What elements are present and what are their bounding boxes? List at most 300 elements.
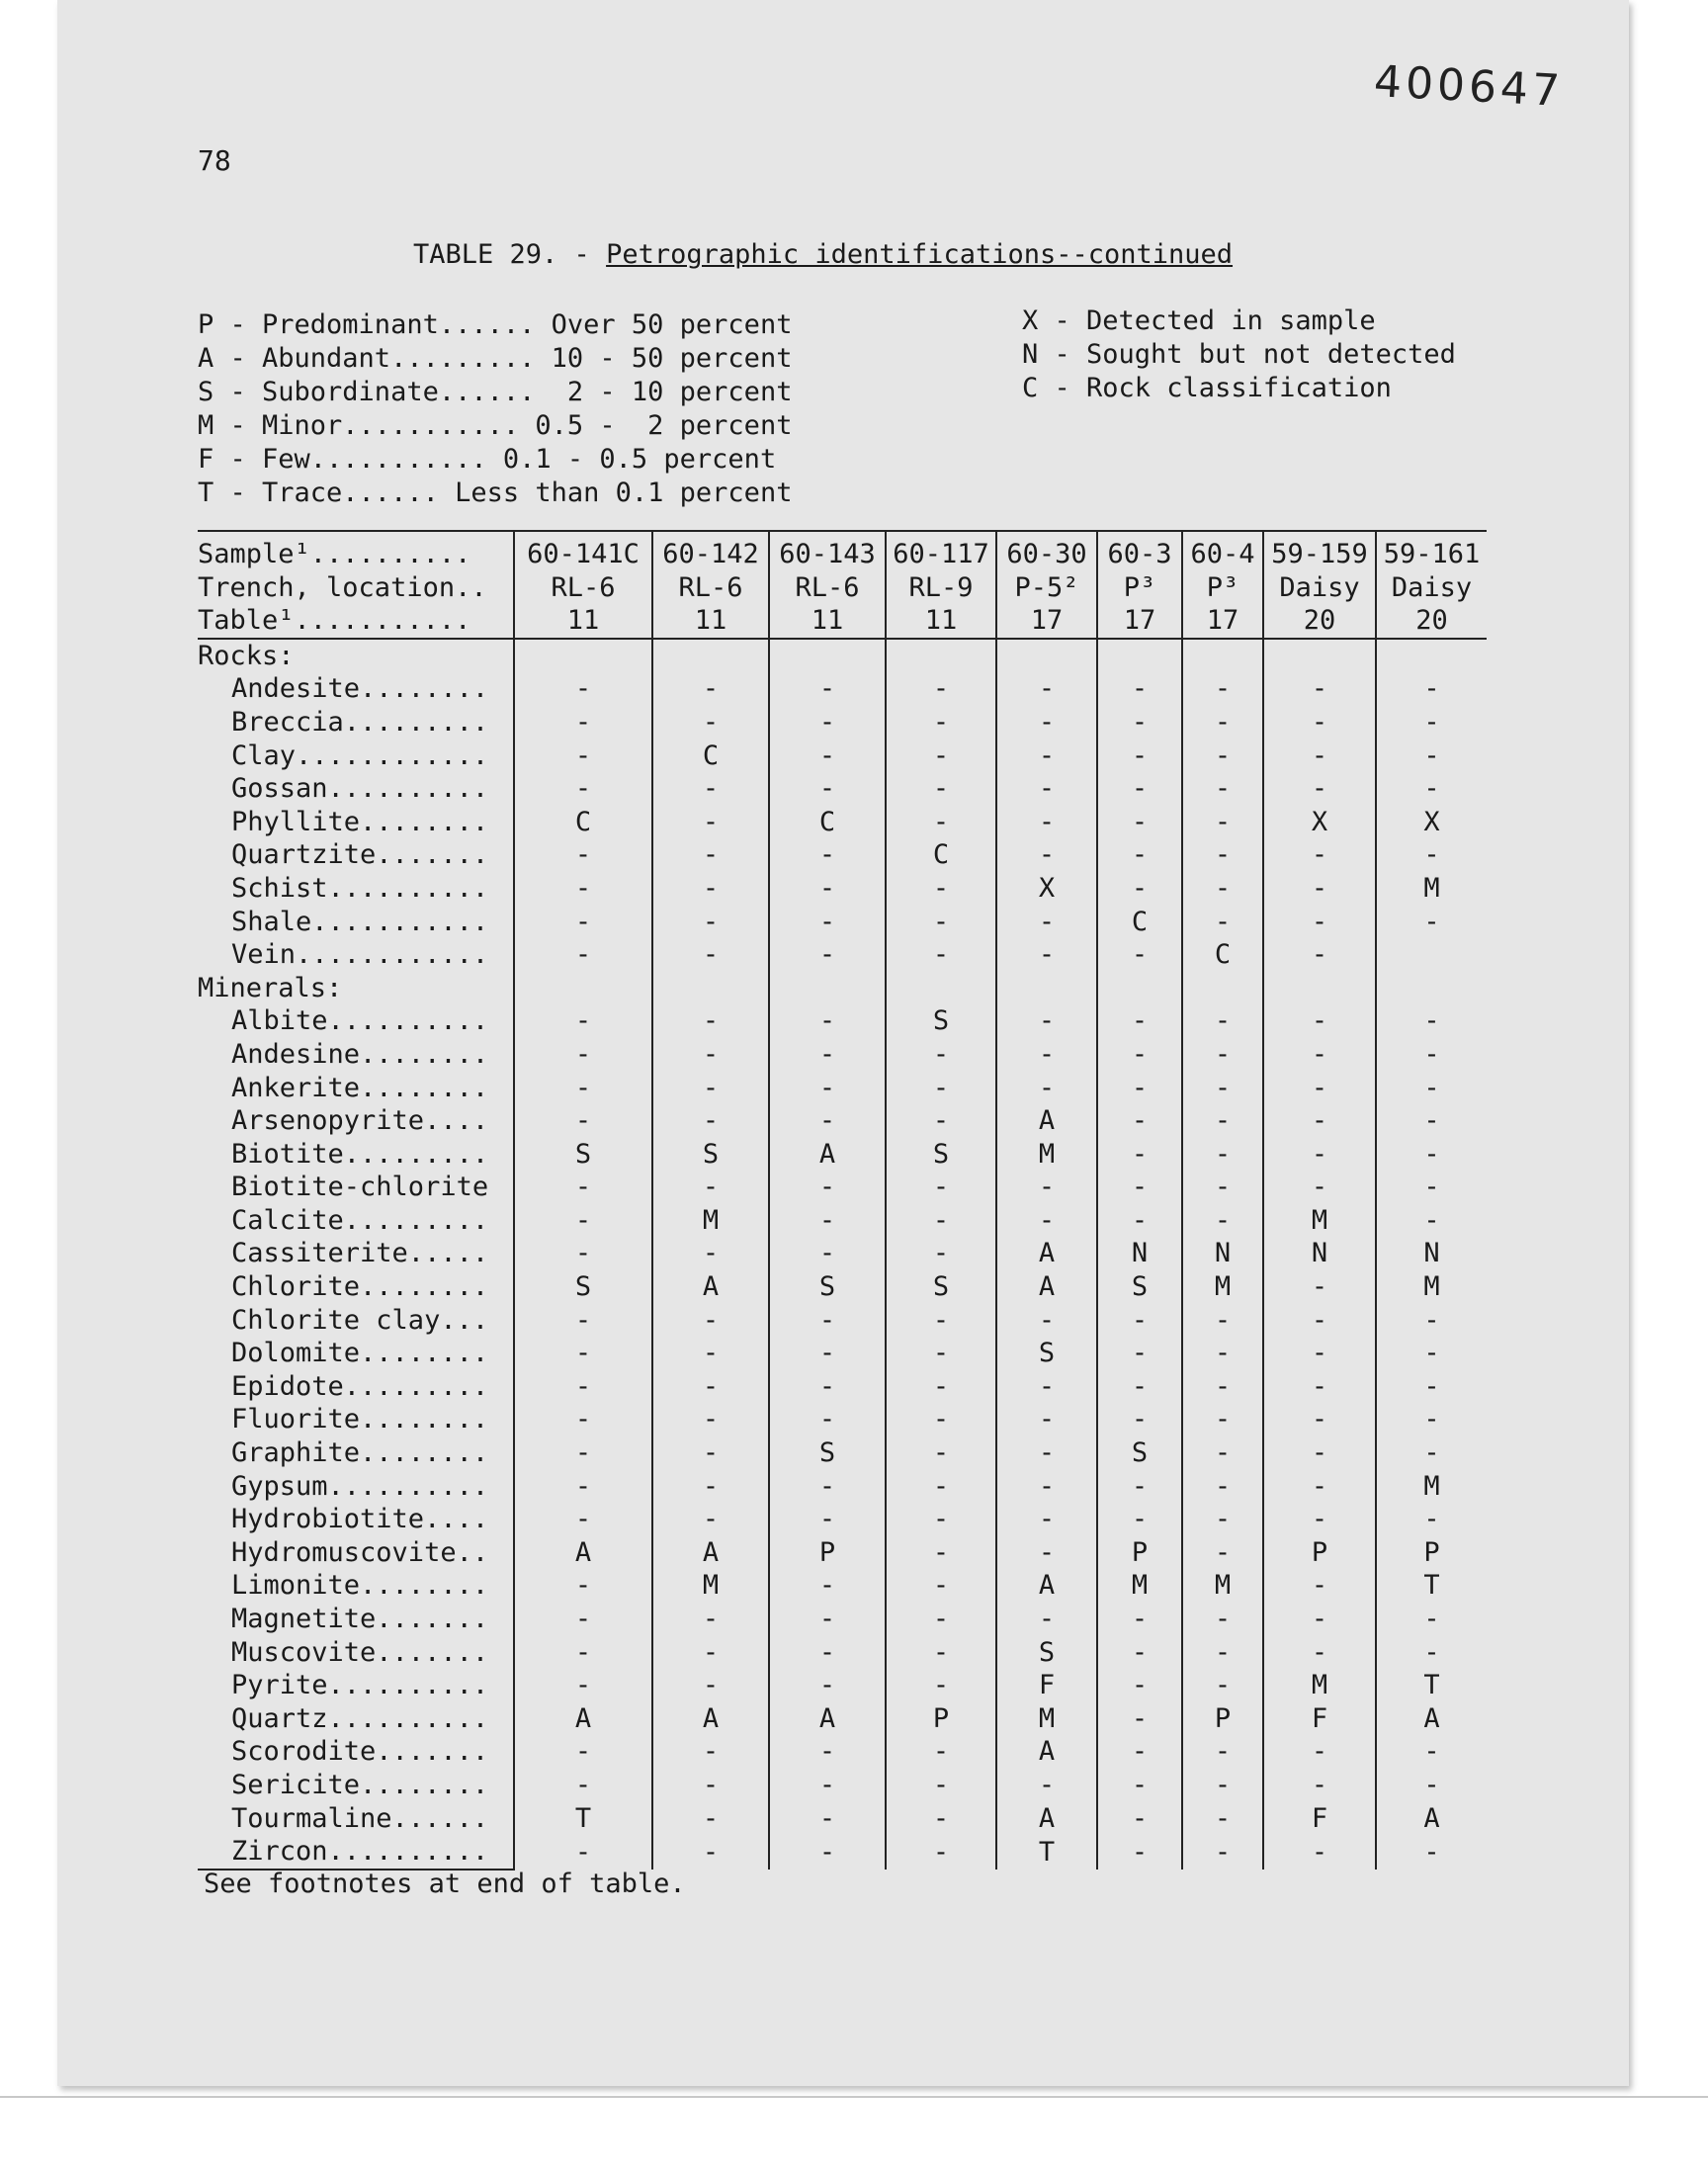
table-cell: M xyxy=(1263,1669,1376,1702)
table-cell: - xyxy=(769,1004,886,1038)
table-cell: - xyxy=(1097,672,1182,706)
table-row xyxy=(198,1304,1487,1338)
header-cell: RL-6 xyxy=(769,571,886,605)
table-cell: - xyxy=(996,1769,1097,1802)
table-cell: A xyxy=(652,1536,769,1570)
header-cell: 60-30 xyxy=(996,531,1097,571)
table-row xyxy=(198,1370,1487,1404)
table-cell: - xyxy=(514,1669,652,1702)
row-label: Zircon.......... xyxy=(198,1835,514,1870)
table-cell: - xyxy=(1182,1503,1263,1536)
table-cell: - xyxy=(514,1370,652,1404)
empty-cell xyxy=(996,639,1097,673)
table-cell: - xyxy=(652,1835,769,1870)
table-cell: N xyxy=(1263,1237,1376,1270)
table-row xyxy=(198,1204,1487,1238)
table-cell: - xyxy=(652,1769,769,1802)
table-cell: A xyxy=(996,1237,1097,1270)
table-cell: - xyxy=(1097,1004,1182,1038)
table-cell xyxy=(1376,938,1487,972)
table-cell: P xyxy=(1263,1536,1376,1570)
table-cell: - xyxy=(1097,1835,1182,1870)
table-cell: - xyxy=(886,1304,996,1338)
table-cell: - xyxy=(886,806,996,839)
table-cell: - xyxy=(514,772,652,806)
table-row xyxy=(198,1436,1487,1470)
table-cell: M xyxy=(652,1569,769,1603)
table-row xyxy=(198,1470,1487,1504)
table-cell: S xyxy=(886,1138,996,1172)
table-cell: - xyxy=(1097,1072,1182,1105)
header-cell: 17 xyxy=(1182,604,1263,639)
row-label: Sericite........ xyxy=(231,1769,489,1800)
table-cell: P xyxy=(886,1702,996,1736)
table-cell: - xyxy=(652,1436,769,1470)
row-label: Andesite........ xyxy=(231,673,489,705)
table-cell: - xyxy=(1263,1072,1376,1105)
table-cell: - xyxy=(886,1370,996,1404)
abundance-legend xyxy=(198,308,792,510)
table-cell: - xyxy=(1182,1835,1263,1870)
table-cell: - xyxy=(886,1603,996,1636)
table-cell: - xyxy=(1263,1138,1376,1172)
scan-bottom-edge xyxy=(0,2096,1708,2098)
table-cell: - xyxy=(1263,1636,1376,1670)
table-cell: A xyxy=(996,1270,1097,1304)
table-cell: A xyxy=(652,1702,769,1736)
table-cell: - xyxy=(886,1769,996,1802)
table-cell: - xyxy=(769,1603,886,1636)
table-cell: - xyxy=(1097,1138,1182,1172)
table-cell: - xyxy=(769,740,886,773)
table-cell: - xyxy=(1097,1470,1182,1504)
table-cell: - xyxy=(1263,1337,1376,1370)
table-cell: - xyxy=(886,740,996,773)
table-cell: F xyxy=(996,1669,1097,1702)
table-cell: - xyxy=(1097,1204,1182,1238)
table-row xyxy=(198,906,1487,939)
table-cell: - xyxy=(652,1370,769,1404)
row-label: Biotite-chlorite xyxy=(231,1172,489,1203)
table-title-main: Petrographic identifications--continued xyxy=(606,239,1234,270)
row-label: Quartz.......... xyxy=(231,1702,489,1734)
table-cell: A xyxy=(996,1802,1097,1836)
table-row xyxy=(198,1735,1487,1769)
table-cell: - xyxy=(1376,906,1487,939)
table-cell: - xyxy=(514,838,652,872)
table-cell: - xyxy=(652,706,769,740)
row-label: Quartzite....... xyxy=(231,839,489,871)
table-cell: - xyxy=(769,1072,886,1105)
table-cell: M xyxy=(1376,872,1487,906)
table-row xyxy=(198,1503,1487,1536)
table-cell: - xyxy=(769,1038,886,1072)
table-cell: M xyxy=(652,1204,769,1238)
table-row xyxy=(198,806,1487,839)
empty-cell xyxy=(652,639,769,673)
table-cell: - xyxy=(1376,1171,1487,1204)
legend-entry: S - Subordinate...... 2 - 10 percent xyxy=(198,377,793,407)
table-cell: - xyxy=(886,1436,996,1470)
table-cell: - xyxy=(1182,672,1263,706)
table-cell: - xyxy=(652,1072,769,1105)
table-cell: - xyxy=(1182,1304,1263,1338)
table-cell: - xyxy=(1263,1735,1376,1769)
table-cell: - xyxy=(996,938,1097,972)
row-label: Limonite........ xyxy=(231,1570,489,1602)
table-cell: - xyxy=(652,806,769,839)
row-label: Gossan.......... xyxy=(231,773,489,805)
empty-cell xyxy=(1182,972,1263,1005)
table-cell: - xyxy=(769,1769,886,1802)
table-cell: - xyxy=(769,1669,886,1702)
empty-cell xyxy=(514,972,652,1005)
table-cell: - xyxy=(996,1436,1097,1470)
table-cell: - xyxy=(514,1569,652,1603)
table-cell: - xyxy=(652,1237,769,1270)
legend-entry: C - Rock classification xyxy=(1022,373,1392,403)
table-cell: - xyxy=(996,1072,1097,1105)
header-cell: 20 xyxy=(1376,604,1487,639)
table-cell: - xyxy=(886,1072,996,1105)
header-cell: 60-3 xyxy=(1097,531,1182,571)
table-cell: A xyxy=(996,1735,1097,1769)
table-cell: C xyxy=(886,838,996,872)
table-cell: - xyxy=(652,838,769,872)
row-label: Biotite......... xyxy=(231,1138,489,1170)
table-cell: - xyxy=(1263,1470,1376,1504)
row-label: Gypsum.......... xyxy=(231,1470,489,1502)
table-cell: - xyxy=(1097,938,1182,972)
table-cell: - xyxy=(1263,1104,1376,1138)
header-cell: 59-161 xyxy=(1376,531,1487,571)
row-label: Muscovite....... xyxy=(231,1636,489,1668)
table-cell: - xyxy=(886,1204,996,1238)
table-cell: - xyxy=(652,1304,769,1338)
legend-entry: A - Abundant......... 10 - 50 percent xyxy=(198,343,793,374)
header-row xyxy=(198,531,1487,571)
empty-cell xyxy=(886,972,996,1005)
table-cell: - xyxy=(514,740,652,773)
table-cell: - xyxy=(1097,1304,1182,1338)
table-cell: - xyxy=(1376,1603,1487,1636)
table-cell: - xyxy=(769,1204,886,1238)
petrographic-table xyxy=(198,530,1487,1870)
table-cell: C xyxy=(652,740,769,773)
table-cell: - xyxy=(1097,1038,1182,1072)
table-cell: - xyxy=(886,1569,996,1603)
table-cell: - xyxy=(1376,1503,1487,1536)
table-cell: - xyxy=(652,772,769,806)
empty-cell xyxy=(996,972,1097,1005)
table-cell: - xyxy=(514,1204,652,1238)
table-cell: - xyxy=(1263,838,1376,872)
table-cell: - xyxy=(996,1171,1097,1204)
table-cell: - xyxy=(1097,838,1182,872)
table-cell: - xyxy=(769,938,886,972)
table-cell: - xyxy=(1097,1769,1182,1802)
row-label: Cassiterite..... xyxy=(231,1238,489,1269)
table-row xyxy=(198,1603,1487,1636)
detection-legend xyxy=(1022,304,1456,405)
table-cell: - xyxy=(769,706,886,740)
table-cell: - xyxy=(1097,1503,1182,1536)
header-cell: 11 xyxy=(886,604,996,639)
table-cell: N xyxy=(1097,1237,1182,1270)
table-cell: - xyxy=(996,1004,1097,1038)
header-cell: RL-6 xyxy=(652,571,769,605)
empty-cell xyxy=(769,639,886,673)
empty-cell xyxy=(652,972,769,1005)
row-label: Graphite........ xyxy=(231,1437,489,1469)
table-cell: - xyxy=(1263,1769,1376,1802)
table-title xyxy=(413,239,1233,270)
table-cell: - xyxy=(996,906,1097,939)
table-cell: - xyxy=(769,1403,886,1436)
table-cell: - xyxy=(1376,672,1487,706)
table-cell: - xyxy=(514,1503,652,1536)
table-cell: - xyxy=(1263,772,1376,806)
table-cell: - xyxy=(886,1403,996,1436)
header-cell: 60-143 xyxy=(769,531,886,571)
table-cell: - xyxy=(652,1403,769,1436)
table-cell: - xyxy=(1182,1337,1263,1370)
table-cell: - xyxy=(769,1470,886,1504)
table-cell: - xyxy=(514,1636,652,1670)
document-number: 400647 xyxy=(1372,56,1566,117)
table-cell: - xyxy=(514,672,652,706)
table-cell: - xyxy=(1263,1038,1376,1072)
table-cell: - xyxy=(514,1304,652,1338)
table-cell: - xyxy=(996,1603,1097,1636)
table-cell: - xyxy=(514,1038,652,1072)
table-cell: M xyxy=(996,1138,1097,1172)
table-cell: - xyxy=(514,1072,652,1105)
header-cell: Daisy xyxy=(1376,571,1487,605)
legend-entry: N - Sought but not detected xyxy=(1022,339,1456,370)
empty-cell xyxy=(1097,972,1182,1005)
table-cell: - xyxy=(886,1038,996,1072)
table-cell: - xyxy=(652,1669,769,1702)
table-cell: S xyxy=(1097,1436,1182,1470)
table-row xyxy=(198,938,1487,972)
table-cell: A xyxy=(1376,1802,1487,1836)
table-cell: X xyxy=(1263,806,1376,839)
table-row xyxy=(198,1237,1487,1270)
table-row xyxy=(198,1337,1487,1370)
header-row xyxy=(198,571,1487,605)
table-cell: - xyxy=(769,1835,886,1870)
empty-cell xyxy=(886,639,996,673)
table-footnote: See footnotes at end of table. xyxy=(204,1869,686,1899)
table-cell: - xyxy=(1376,1636,1487,1670)
table-cell: - xyxy=(1376,772,1487,806)
table-cell: - xyxy=(1182,740,1263,773)
table-row xyxy=(198,1636,1487,1670)
table-cell: - xyxy=(996,1370,1097,1404)
table-cell: - xyxy=(996,740,1097,773)
table-cell: - xyxy=(652,1038,769,1072)
table-cell: - xyxy=(1182,1669,1263,1702)
table-cell: F xyxy=(1263,1802,1376,1836)
table-cell: - xyxy=(886,938,996,972)
table-cell: - xyxy=(769,1636,886,1670)
header-cell: 17 xyxy=(996,604,1097,639)
table-cell: - xyxy=(1097,872,1182,906)
table-row xyxy=(198,706,1487,740)
table-cell: - xyxy=(1182,1735,1263,1769)
table-cell: - xyxy=(886,1337,996,1370)
table-cell: - xyxy=(1263,1603,1376,1636)
table-cell: - xyxy=(1376,1104,1487,1138)
table-cell: - xyxy=(514,1769,652,1802)
table-cell: - xyxy=(769,1503,886,1536)
table-cell: - xyxy=(652,1603,769,1636)
table-cell: - xyxy=(769,838,886,872)
table-cell: S xyxy=(652,1138,769,1172)
table-cell: - xyxy=(886,772,996,806)
table-cell: A xyxy=(1376,1702,1487,1736)
table-cell: - xyxy=(652,906,769,939)
table-cell: - xyxy=(1182,806,1263,839)
table-cell: - xyxy=(769,1370,886,1404)
table-cell: - xyxy=(1263,1004,1376,1038)
row-label: Tourmaline...... xyxy=(231,1802,489,1834)
row-label: Magnetite....... xyxy=(231,1604,489,1634)
table-row xyxy=(198,838,1487,872)
table-cell: - xyxy=(1097,1104,1182,1138)
legend-entry: X - Detected in sample xyxy=(1022,305,1376,336)
table-cell: S xyxy=(886,1004,996,1038)
table-cell: - xyxy=(514,1337,652,1370)
table-cell: - xyxy=(886,1802,996,1836)
table-row xyxy=(198,740,1487,773)
table-cell: X xyxy=(996,872,1097,906)
table-cell: S xyxy=(769,1270,886,1304)
header-cell: Daisy xyxy=(1263,571,1376,605)
table-cell: - xyxy=(1097,1171,1182,1204)
table-cell: C xyxy=(1182,938,1263,972)
table-cell: M xyxy=(1182,1270,1263,1304)
table-cell: A xyxy=(514,1536,652,1570)
table-cell: A xyxy=(514,1702,652,1736)
header-cell: 11 xyxy=(514,604,652,639)
table-cell: - xyxy=(514,1403,652,1436)
table-cell: - xyxy=(769,1304,886,1338)
section-heading: Rocks: xyxy=(198,640,295,671)
row-label: Fluorite........ xyxy=(231,1404,489,1436)
table-row xyxy=(198,872,1487,906)
legend-entry: F - Few........... 0.1 - 0.5 percent xyxy=(198,444,777,475)
table-title-prefix: TABLE 29. - xyxy=(413,239,607,270)
table-cell: - xyxy=(886,672,996,706)
table-cell: P xyxy=(1097,1536,1182,1570)
table-cell: - xyxy=(652,1104,769,1138)
table-cell: - xyxy=(1097,740,1182,773)
table-cell: - xyxy=(886,706,996,740)
table-cell: T xyxy=(996,1835,1097,1870)
table-cell: - xyxy=(1182,706,1263,740)
table-cell: - xyxy=(652,1004,769,1038)
table-cell: - xyxy=(769,872,886,906)
table-cell: A xyxy=(996,1104,1097,1138)
table-cell: - xyxy=(652,1337,769,1370)
table-cell: - xyxy=(1263,1436,1376,1470)
table-cell: - xyxy=(1097,1603,1182,1636)
table-cell: - xyxy=(769,1171,886,1204)
table-cell: N xyxy=(1376,1237,1487,1270)
table-cell: - xyxy=(1376,1204,1487,1238)
row-label: Schist.......... xyxy=(231,872,489,904)
table-cell: - xyxy=(769,906,886,939)
table-cell: - xyxy=(1376,1769,1487,1802)
row-label: Hydrobiotite.... xyxy=(231,1504,489,1535)
table-cell: - xyxy=(1097,706,1182,740)
table-cell: - xyxy=(1376,1337,1487,1370)
table-row xyxy=(198,1835,1487,1870)
table-cell: C xyxy=(1097,906,1182,939)
row-label: Arsenopyrite.... xyxy=(231,1105,489,1137)
table-cell: - xyxy=(1097,1669,1182,1702)
table-cell: - xyxy=(1263,1304,1376,1338)
table-cell: P xyxy=(1182,1702,1263,1736)
table-cell: M xyxy=(1376,1470,1487,1504)
header-cell: 60-117 xyxy=(886,531,996,571)
header-cell: RL-9 xyxy=(886,571,996,605)
header-cell: 17 xyxy=(1097,604,1182,639)
table-cell: - xyxy=(652,1802,769,1836)
table-cell: - xyxy=(652,672,769,706)
table-row xyxy=(198,1038,1487,1072)
table-cell: - xyxy=(1376,1304,1487,1338)
empty-cell xyxy=(1182,639,1263,673)
table-cell: N xyxy=(1182,1237,1263,1270)
table-cell: S xyxy=(514,1138,652,1172)
table-cell: - xyxy=(996,1470,1097,1504)
header-cell: P-5² xyxy=(996,571,1097,605)
header-cell: RL-6 xyxy=(514,571,652,605)
page-number: 78 xyxy=(198,144,231,177)
table-cell: - xyxy=(1097,1735,1182,1769)
table-cell: - xyxy=(886,1237,996,1270)
table-row xyxy=(198,1270,1487,1304)
table-cell: - xyxy=(1182,1171,1263,1204)
table-cell: - xyxy=(1376,1138,1487,1172)
table-cell: - xyxy=(1376,1038,1487,1072)
table-cell: - xyxy=(769,1735,886,1769)
table-cell: - xyxy=(996,706,1097,740)
table-cell: - xyxy=(514,1603,652,1636)
table-cell: - xyxy=(652,938,769,972)
table-cell: - xyxy=(1263,938,1376,972)
table-row xyxy=(198,1669,1487,1702)
table-cell: - xyxy=(1376,838,1487,872)
table-cell: X xyxy=(1376,806,1487,839)
table-cell: - xyxy=(1376,1735,1487,1769)
header-cell: 60-142 xyxy=(652,531,769,571)
table-cell: - xyxy=(514,706,652,740)
table-row xyxy=(198,1004,1487,1038)
table-cell: - xyxy=(1376,1004,1487,1038)
table-cell: - xyxy=(1376,706,1487,740)
table-cell: M xyxy=(1263,1204,1376,1238)
table-cell: - xyxy=(1182,1536,1263,1570)
row-label: Phyllite........ xyxy=(231,806,489,837)
table-cell: M xyxy=(1182,1569,1263,1603)
table-row xyxy=(198,1802,1487,1836)
table-cell: - xyxy=(1263,1403,1376,1436)
row-label: Chlorite........ xyxy=(231,1271,489,1303)
